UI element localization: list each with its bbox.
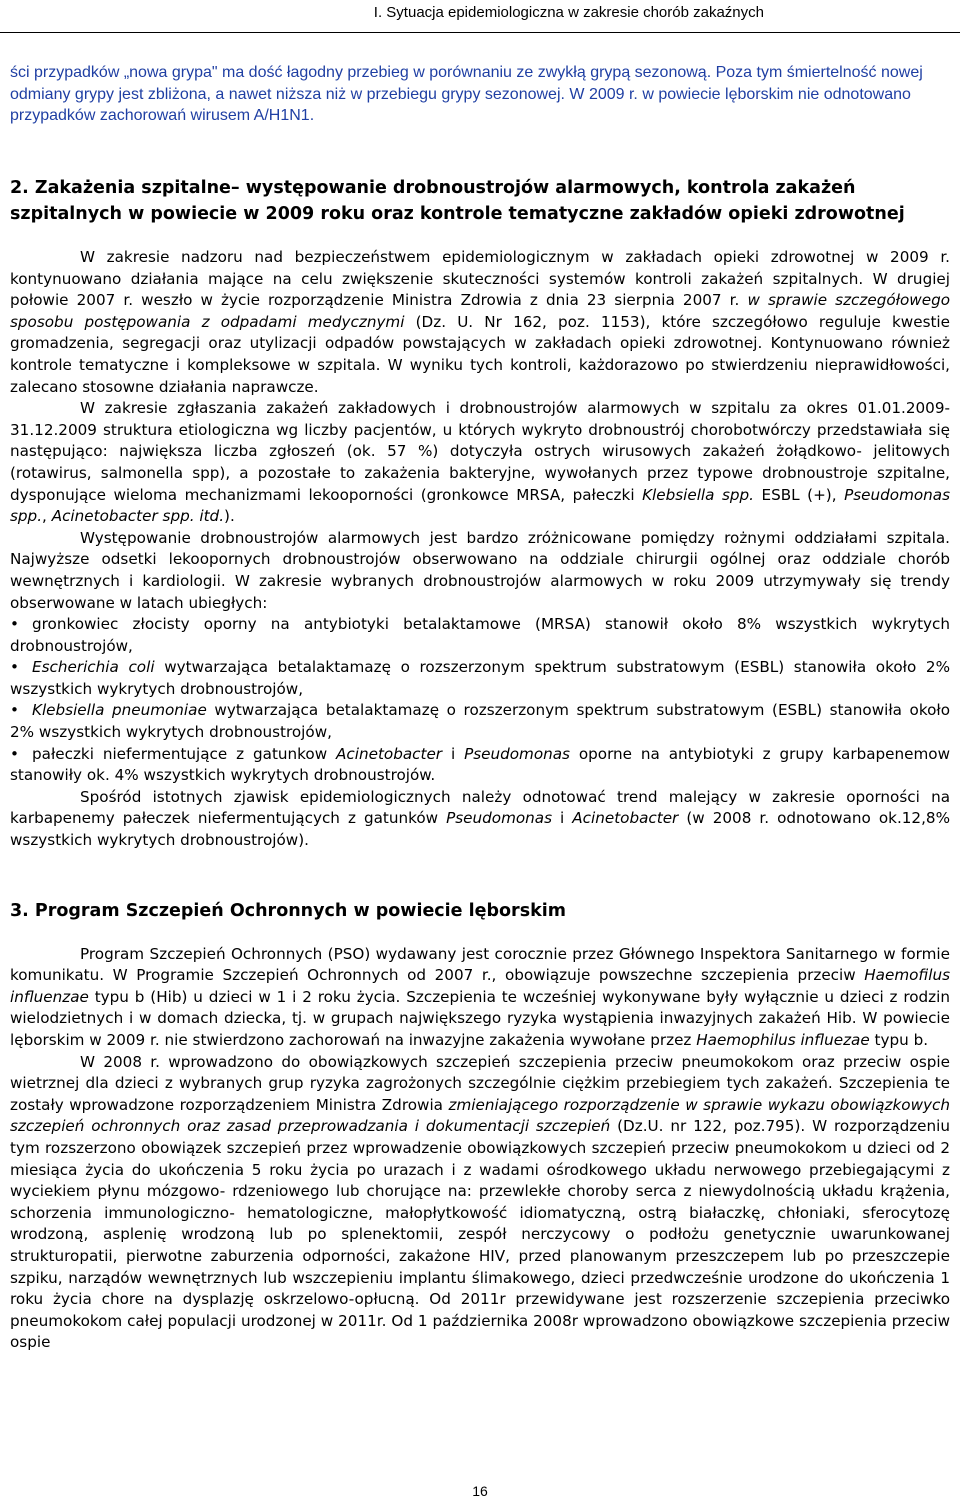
list-item: • pałeczki niefermentujące z gatunkow Acinetobacter i Pseudomonas oporne na antybiotyki z grupy karbapenemow stanowiły ok. 4% wszystkich wykrytych drobnoustrojów.	[10, 744, 950, 785]
running-header	[0, 0, 960, 30]
header-rule	[0, 32, 960, 33]
section-2-paragraph-3: Występowanie drobnoustrojów alarmowych jest bardzo zróżnicowane pomiędzy rożnymi oddziałami szpitala. Najwyższe odsetki lekoopornych drobnoustrojów obserwowano na oddziale chirurgii ogólnej oraz oddziale chorób wewnętrznych i kardiologii. W zakresie wybranych drobnoustrojów alarmowych w roku 2009 utrzymywały się trendy obserwowane w latach ubiegłych:	[10, 528, 950, 612]
section-3-paragraph-1: Program Szczepień Ochronnych (PSO) wydawany jest corocznie przez Głównego Inspektora Sanitarnego w formie komunikatu. W Programie Szczepień Ochronnych od 2007 r., obowiązuje powszechne szczepienia przeciw Haemofilus influenzae typu b (Hib) u dzieci w 1 i 2 roku życia. Szczepienia te wcześniej wykonywane były wyłącznie u dzieci z rodzin wielodzietnych i w domach dziecka, tj. w grupach największego ryzyka wystąpienia inwazyjnych zakażeń Hib. W powiecie lęborskim w 2009 r. nie stwierdzono zachorowań na inwazyjne zakażenia wywołane przez Haemophilus influezae typu b.	[10, 944, 950, 1049]
list-item: • gronkowiec złocisty oporny na antybiotyki betalaktamowe (MRSA) stanowił około 8% wszystkich wykrytych drobnoustrojów,	[10, 615, 950, 655]
bullet-icon: •	[10, 615, 19, 634]
bullet-icon: •	[10, 658, 19, 677]
section-2-paragraph-1: W zakresie nadzoru nad bezpieczeństwem epidemiologicznym w zakładach opieki zdrowotnej w 2009 r. kontynuowano działania mające na celu zwiększenie skuteczności systemów kontroli zakażeń szpitalnych. W drugiej połowie 2007 r. weszło w życie rozporządzenie Ministra Zdrowia z dnia 23 sierpnia 2007 r. w sprawie szczegółowego sposobu postępowania z odpadami medycznymi (Dz. U. Nr 162, poz. 1153), które szczegółowo reguluje kwestie gromadzenia, segregacji oraz utylizacji odpadów powstających w zakładach opieki zdrowotnej. Kontynuowano również kontrole tematyczne i kompleksowe w szpitala. W wyniku tych kontroli, każdorazowo po stwierdzeniu nieprawidłowości, zalecano stosowne działania naprawcze.	[10, 248, 951, 396]
main-text	[10, 175, 950, 1354]
bullet-icon: •	[10, 744, 19, 763]
list-item: • Escherichia coli wytwarzająca betalaktamazę o rozszerzonym spektrum substratowym (ESBL) stanowiła około 2% wszystkich wykrytych drobnoustrojów,	[10, 658, 951, 698]
intro-block	[10, 62, 950, 127]
running-header-text: I. Sytuacja epidemiologiczna w zakresie chorób zakaźnych	[373, 4, 764, 21]
page-number: 16	[472, 1483, 488, 1499]
regulation-title: w sprawie szczegółowego sposobu postępowania z odpadami medycznymi	[10, 291, 951, 331]
section-3-paragraph-2: W 2008 r. wprowadzono do obowiązkowych szczepień szczepienia przeciw pneumokokom oraz przeciw ospie wietrznej dla dzieci z wybranych grup ryzyka zagrożonych szczególnie ciężkim przebiegiem tych zakażeń. Szczepienia te zostały wprowadzone rozporządzeniem Ministra Zdrowia zmieniającego rozporządzenie w sprawie wykazu obowiązkowych szczepień ochronnych oraz zasad przeprowadzania i dokumentacji szczepień (Dz.U. nr 122, poz.795). W rozporządzeniu tym rozszerzono obowiązek szczepień przez wprowadzenie obowiązkowych szczepień przeciw pneumokokom u dzieci od 2 miesiąca życia do ukończenia 5 roku życia po urazach i z wadami ośrodkowego układu nerwowego przebiegającymi z wyciekiem płynu mózgowo- rdzeniowego lub chorujące na: przewlekłe choroby serca z niewydolnością układu krążenia, schorzenia immunologiczno- hematologiczne, małopłytkowość idiomatyczną, ostrą białaczkę, chłoniaki, sferocytozę wrodzoną, asplenię wrodzoną lub po splenektomii, zespół nerczycowy o podłożu genetycznie uwarunkowanej strukturopatii, pierwotne zaburzenia odporności, zakażone HIV, przed planowanym przeszczepem lub po przeszczepie szpiku, narządów wewnętrznych lub wszczepieniu implantu ślimakowego, dzieci przedwcześnie urodzone do ukończenia 1 roku życia chore na dysplazję oskrzelowo-opłucną. Od 2011r przewidywane jest rozszerzenie szczepienia przeciwko pneumokokom całej populacji urodzonej w 2011r. Od 1 października 2008r wprowadzono obowiązkowe szczepienia przeciw ospie	[10, 1052, 951, 1352]
intro-paragraph: ści przypadków „nowa grypa" ma dość łagodny przebieg w porównaniu ze zwykłą grypą sezonową. Poza tym śmiertelność nowej odmiany grypy jest zbliżona, a nawet niższa niż w przebiegu grypy sezonowej. W 2009 r. w powiecie lęborskim nie odnotowano przypadków zachorowań wirusem A/H1N1.	[10, 64, 923, 124]
bullet-icon: •	[10, 701, 19, 720]
list-item: • Klebsiella pneumoniae wytwarzająca betalaktamazę o rozszerzonym spektrum substratowym (ESBL) stanowiła około 2% wszystkich wykrytych drobnoustrojów,	[10, 701, 951, 742]
section-2-paragraph-4: Spośród istotnych zjawisk epidemiologicznych należy odnotować trend malejący w zakresie oporności na karbapenemy pałeczek niefermentujących z gatunków Pseudomonas i Acinetobacter (w 2008 r. odnotowano ok.12,8% wszystkich wykrytych drobnoustrojów).	[10, 787, 951, 850]
section-2-paragraph-2: W zakresie zgłaszania zakażeń zakładowych i drobnoustrojów alarmowych w szpitalu za okres 01.01.2009- 31.12.2009 struktura etiologiczna wg liczby pacjentów, u których wykryto drobnoustrój chorobotwórczy przedstawiała się następująco: największa liczba zgłoszeń (ok. 57 %) dotyczyła ostrych wirusowych zakażeń żołądkowo- jelitowych (rotawirus, salmonella spp), a pozostałe to zakażenia bakteryjne, wywołanych przez typowe drobnoustroje szpitalne, dysponujące wieloma mechanizmami lekooporności (gronkowce MRSA, pałeczki Klebsiella spp. ESBL (+), Pseudomonas spp., Acinetobacter spp. itd.).	[10, 399, 950, 526]
section-3-heading: 3. Program Szczepień Ochronnych w powiecie lęborskim	[10, 900, 566, 921]
section-2-heading: 2. Zakażenia szpitalne– występowanie drobnoustrojów alarmowych, kontrola zakażeń szpitalnych w powiecie w 2009 roku oraz kontrole tematyczne zakładów opieki zdrowotnej	[10, 178, 905, 224]
